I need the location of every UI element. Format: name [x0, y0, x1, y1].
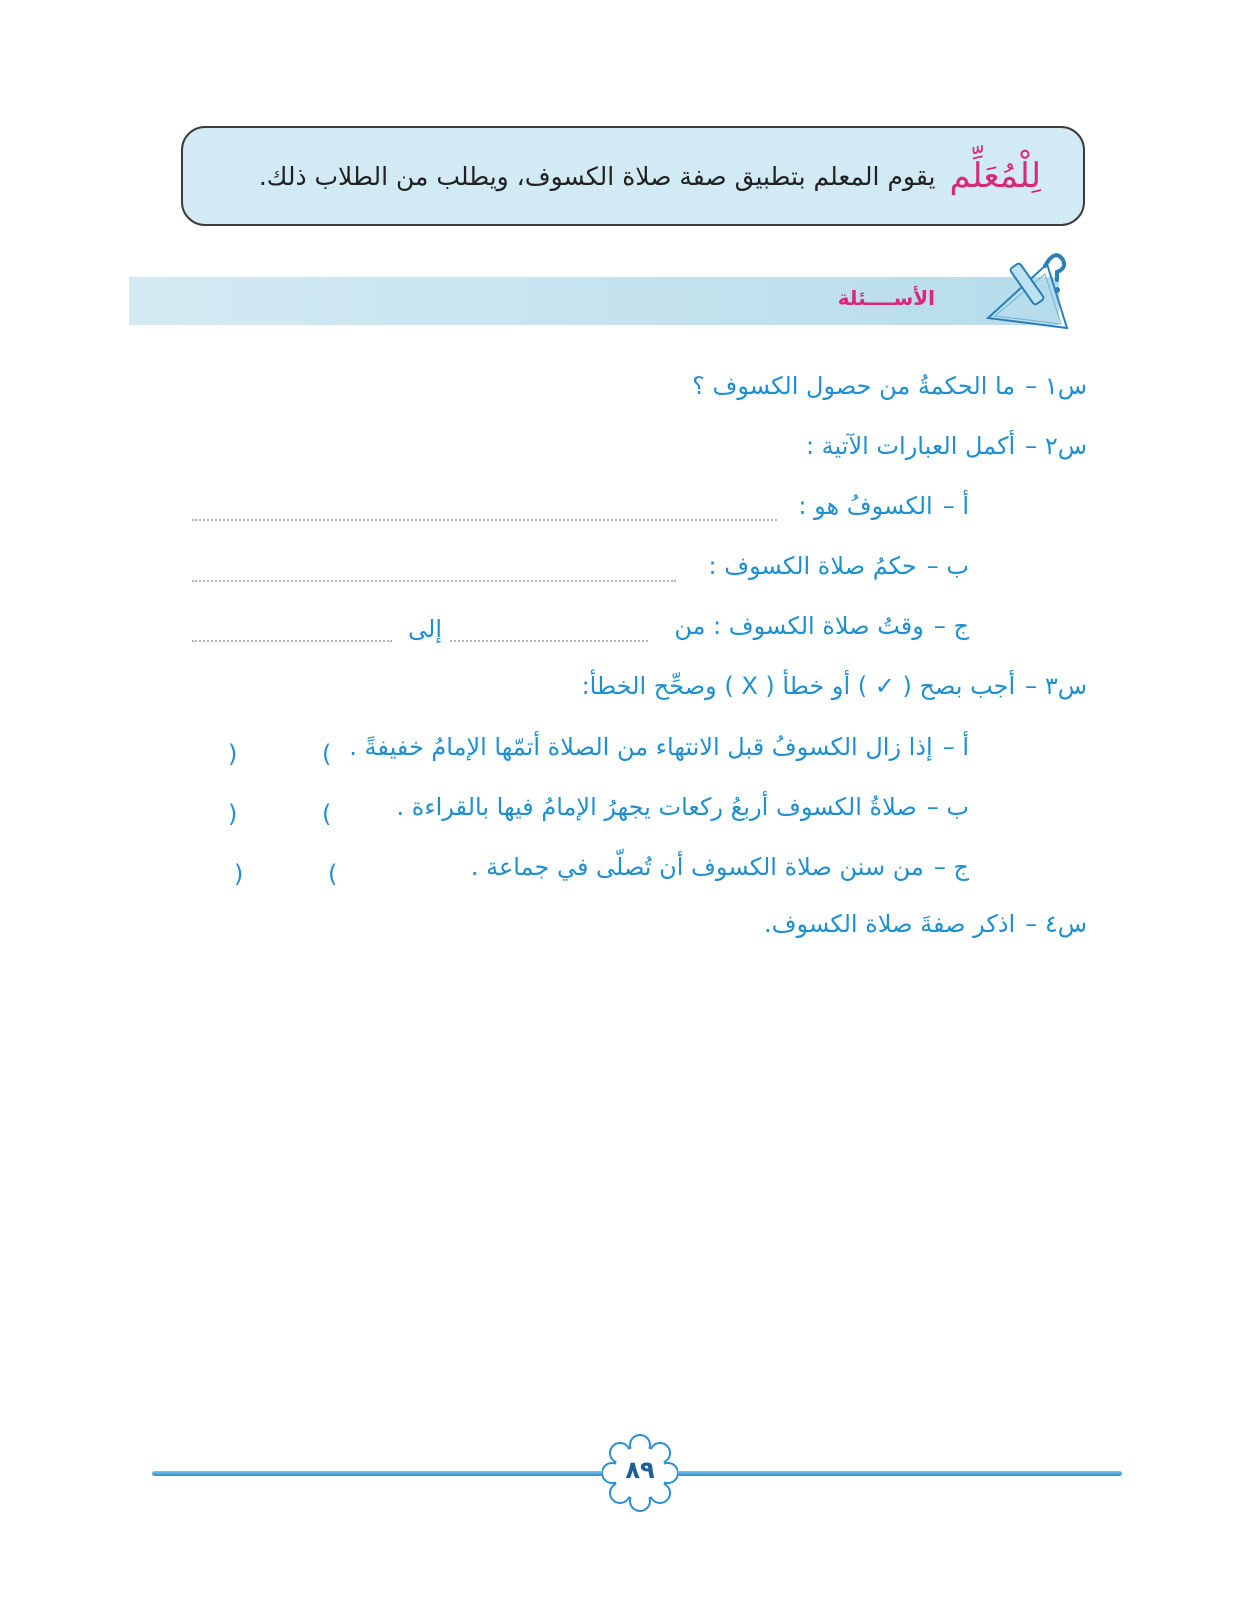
answer-blank-c-to[interactable] [192, 640, 392, 642]
answer-paren-open: ( [328, 860, 338, 888]
footer-line-right [676, 1471, 1122, 1476]
question-3-item-b [397, 793, 969, 821]
question-3-text: أجب بصح ( ✓ ) أو خطأ ( X ) وصحِّح الخطأ: [581, 672, 1016, 700]
answer-paren-open: ( [322, 800, 332, 828]
question-1 [692, 372, 1087, 400]
question-4-number: س٤ – [1025, 910, 1087, 938]
item-text: صلاةُ الكسوف أربعُ ركعات يجهرُ الإمامُ فيها بالقراءة . [396, 793, 917, 821]
question-3-number: س٣ – [1025, 672, 1087, 700]
question-2-number: س٢ – [1025, 432, 1087, 460]
to-word: إلى [408, 615, 442, 643]
question-3-item-c [471, 853, 969, 881]
answer-paren-open: ( [322, 740, 332, 768]
question-3 [582, 672, 1087, 700]
item-text: إذا زال الكسوفُ قبل الانتهاء من الصلاة أتمّها الإمامُ خفيفةً . [349, 733, 933, 761]
teacher-note-box [181, 126, 1085, 226]
answer-paren-close[interactable]: ) [228, 740, 238, 768]
item-label: ب – [926, 793, 969, 821]
item-label: ج – [933, 612, 969, 640]
answer-paren-close[interactable]: ) [234, 860, 244, 888]
questions-title: الأســــئلة [837, 286, 935, 310]
question-4-text: اذكر صفةَ صلاة الكسوف. [764, 910, 1016, 938]
item-text: من سنن صلاة الكسوف أن تُصلّى في جماعة . [470, 853, 924, 881]
teacher-label: لِلْمُعَلِّم [949, 156, 1041, 196]
answer-blank-a[interactable] [192, 519, 777, 521]
question-1-text: ما الحكمةُ من حصول الكسوف ؟ [692, 372, 1016, 400]
question-4 [764, 910, 1087, 938]
item-text: حكمُ صلاة الكسوف : [708, 552, 917, 580]
page-number: ٨٩ [625, 1456, 655, 1484]
pencil-question-icon [985, 244, 1077, 332]
question-3-item-a [349, 733, 969, 761]
question-2 [806, 432, 1087, 460]
question-2-item-b [709, 552, 969, 580]
answer-blank-b[interactable] [192, 580, 676, 582]
footer-line-left [152, 1471, 604, 1476]
item-label: ج – [933, 853, 969, 881]
item-text: الكسوفُ هو : [798, 492, 933, 520]
item-label: ب – [926, 552, 969, 580]
item-label: أ – [942, 733, 969, 761]
question-2-item-c [674, 612, 969, 640]
answer-blank-c-from[interactable] [450, 640, 648, 642]
item-text: وقتُ صلاة الكسوف : من [674, 612, 924, 640]
answer-paren-close[interactable]: ) [228, 800, 238, 828]
item-label: أ – [942, 492, 969, 520]
question-2-text: أكمل العبارات الآتية : [805, 432, 1016, 460]
question-1-number: س١ – [1025, 372, 1087, 400]
teacher-note-text: يقوم المعلم بتطبيق صفة صلاة الكسوف، ويطلب من الطلاب ذلك. [258, 161, 936, 191]
question-2-item-a [798, 492, 969, 520]
